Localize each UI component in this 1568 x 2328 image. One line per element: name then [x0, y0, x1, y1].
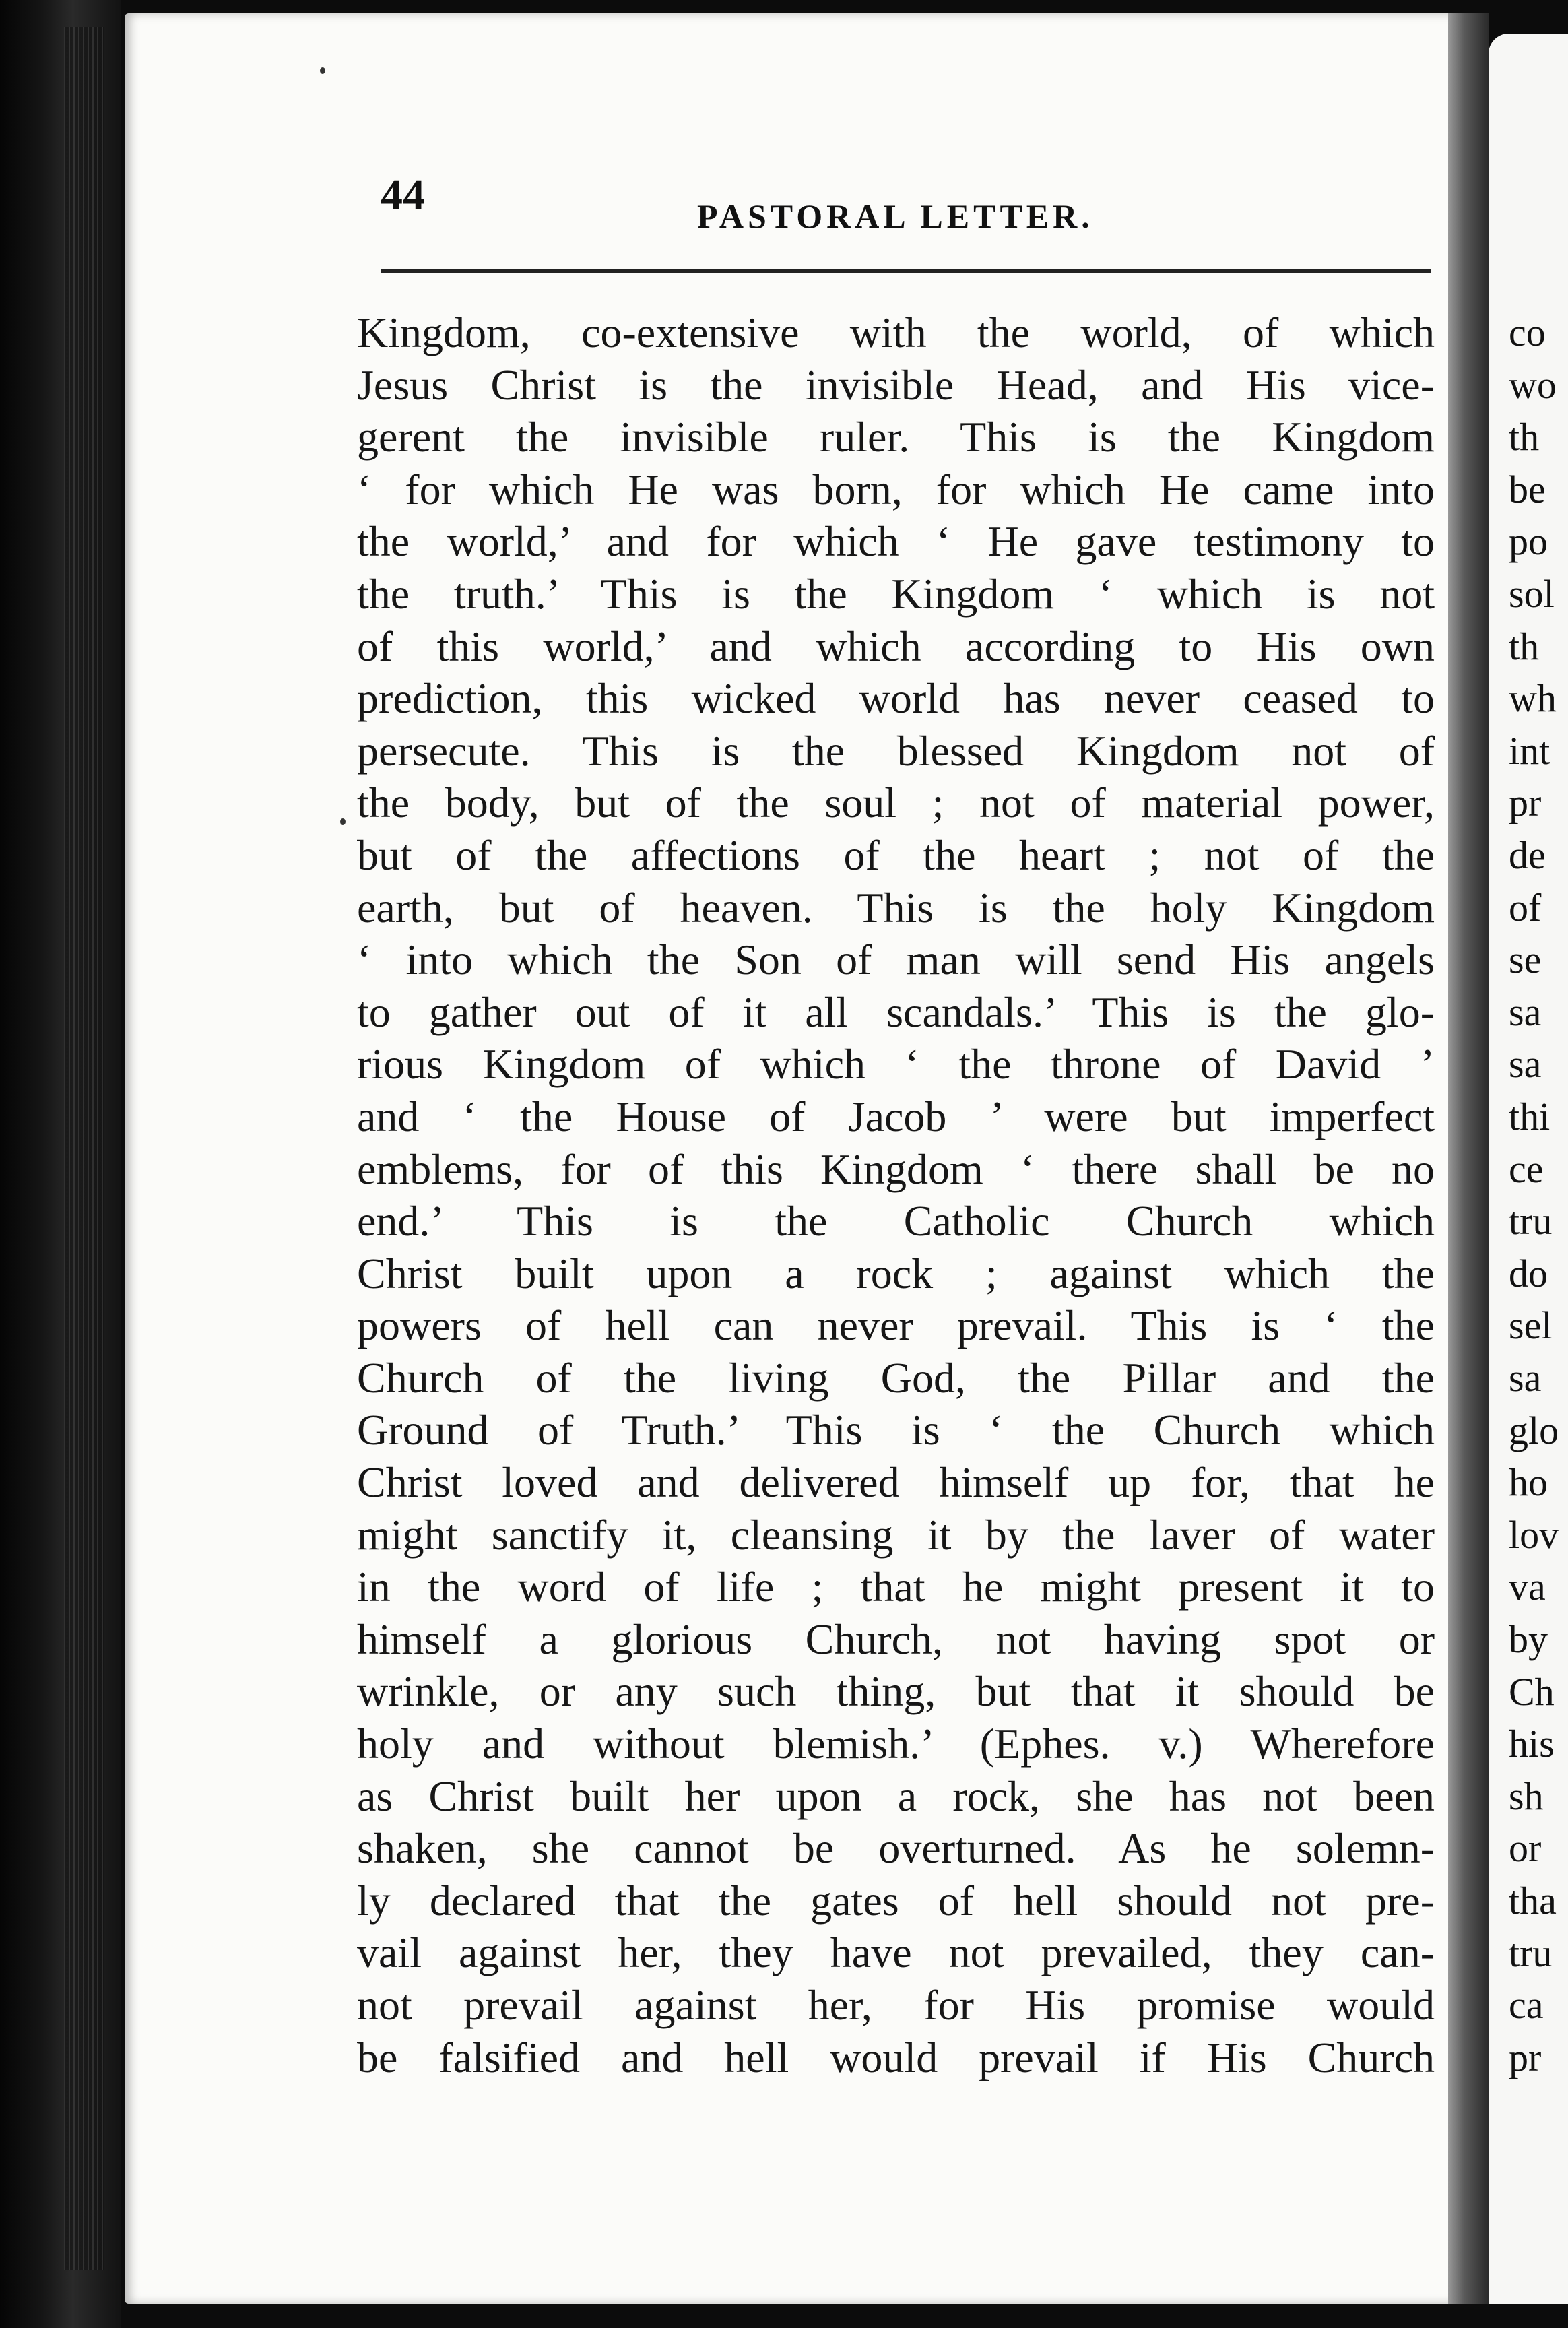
facing-page-fragment: po [1509, 519, 1548, 564]
text-line: vail against her, they have not prevailed, they can- [357, 1929, 1435, 1977]
facing-page-fragment: wh [1509, 676, 1557, 721]
text-line: Jesus Christ is the invisible Head, and His vice- [357, 360, 1435, 409]
page-gutter-shadow [1448, 13, 1489, 2304]
facing-page-fragment: de [1509, 833, 1546, 877]
text-line: himself a glorious Church, not having spot or [357, 1615, 1435, 1663]
page-stack-lines [64, 27, 104, 2270]
text-line: persecute. This is the blessed Kingdom not of [357, 726, 1435, 775]
text-line: to gather out of it all scandals.’ This is the glo- [357, 988, 1435, 1036]
facing-page-fragment: of [1509, 885, 1542, 930]
text-line: holy and without blemish.’ (Ephes. v.) Wherefore [357, 1720, 1435, 1768]
text-line: of this world,’ and which according to His own [357, 622, 1435, 670]
facing-page-fragment: by [1509, 1617, 1548, 1661]
running-title: PASTORAL LETTER. [697, 197, 1094, 235]
speck [320, 67, 325, 74]
text-line: might sanctify it, cleansing it by the laver of water [357, 1510, 1435, 1559]
facing-page-fragment: va [1509, 1565, 1546, 1609]
facing-page-fragment: do [1509, 1251, 1548, 1295]
text-line: Ground of Truth.’ This is ‘ the Church which [357, 1406, 1435, 1454]
facing-page-fragment: tru [1509, 1931, 1553, 1975]
facing-page-fragment: ho [1509, 1460, 1548, 1505]
body-text [357, 306, 1435, 2083]
text-line: the world,’ and for which ‘ He gave testimony to [357, 517, 1435, 566]
facing-page-fragment: tha [1509, 1879, 1557, 1922]
page-number: 44 [381, 170, 425, 220]
facing-page-fragment: his [1509, 1722, 1555, 1766]
facing-page-fragment: int [1509, 728, 1550, 773]
header-rule [381, 269, 1431, 273]
facing-page-fragment: co [1509, 311, 1546, 354]
facing-page-fragment: glo [1509, 1408, 1559, 1452]
text-line: rious Kingdom of which ‘ the throne of David ’ [357, 1040, 1435, 1089]
text-line: Kingdom, co-extensive with the world, of which [357, 309, 1435, 356]
facing-page-fragment: sol [1509, 572, 1555, 616]
facing-page-fragment: Ch [1509, 1669, 1555, 1714]
text-line: ‘ for which He was born, for which He came into [357, 465, 1435, 513]
text-line: not prevail against her, for His promise would [357, 1981, 1435, 2029]
facing-page-fragment: sa [1509, 990, 1542, 1034]
text-line: prediction, this wicked world has never ceased to [357, 674, 1435, 723]
speck [340, 818, 346, 825]
text-line: powers of hell can never prevail. This is ‘ the [357, 1301, 1435, 1350]
facing-page-fragment: se [1509, 938, 1542, 982]
text-line: as Christ built her upon a rock, she has not been [357, 1772, 1435, 1820]
facing-page-fragment: pr [1509, 2035, 1542, 2079]
text-line: Christ built upon a rock ; against which the [357, 1249, 1435, 1297]
facing-page-fragment: sel [1509, 1303, 1553, 1348]
text-line: Church of the living God, the Pillar and the [357, 1353, 1435, 1402]
book-spine-edge [0, 0, 121, 2328]
facing-page-fragment: sa [1509, 1042, 1542, 1087]
text-line: in the word of life ; that he might present it to [357, 1563, 1435, 1611]
text-line: Christ loved and delivered himself up for, that he [357, 1458, 1435, 1507]
text-line: shaken, she cannot be overturned. As he solemn- [357, 1824, 1435, 1873]
text-line: emblems, for of this Kingdom ‘ there shall be no [357, 1144, 1435, 1193]
facing-page-fragment: or [1509, 1826, 1542, 1871]
text-line: end.’ This is the Catholic Church which [357, 1197, 1435, 1246]
text-line: and ‘ the House of Jacob ’ were but imperfect [357, 1092, 1435, 1140]
text-line: ly declared that the gates of hell should not pre- [357, 1876, 1435, 1925]
facing-page-fragment: sh [1509, 1774, 1544, 1818]
facing-page-fragment: be [1509, 467, 1546, 511]
text-line: gerent the invisible ruler. This is the Kingdom [357, 413, 1435, 461]
facing-page-fragment: sa [1509, 1356, 1542, 1400]
facing-page-fragment: wo [1509, 362, 1557, 407]
facing-page-fragment: th [1509, 415, 1540, 459]
text-line: be falsified and hell would prevail if His Church [357, 2033, 1435, 2081]
text-line: but of the affections of the heart ; not of the [357, 831, 1435, 879]
facing-page-fragment: tru [1509, 1199, 1553, 1243]
facing-page-fragment: ce [1509, 1146, 1544, 1191]
facing-page-fragment: ca [1509, 1983, 1544, 2028]
facing-page-fragment: thi [1509, 1095, 1550, 1138]
text-line: earth, but of heaven. This is the holy Kingdom [357, 883, 1435, 932]
facing-page-fragment: lov [1509, 1512, 1559, 1557]
facing-page-fragment: pr [1509, 781, 1542, 825]
facing-page-sliver [1489, 34, 1568, 2304]
text-line: wrinkle, or any such thing, but that it should be [357, 1667, 1435, 1716]
text-line: ‘ into which the Son of man will send His angels [357, 936, 1435, 984]
facing-page-fragment: th [1509, 624, 1540, 668]
text-line: the body, but of the soul ; not of material power, [357, 779, 1435, 827]
text-line: the truth.’ This is the Kingdom ‘ which is not [357, 569, 1435, 618]
